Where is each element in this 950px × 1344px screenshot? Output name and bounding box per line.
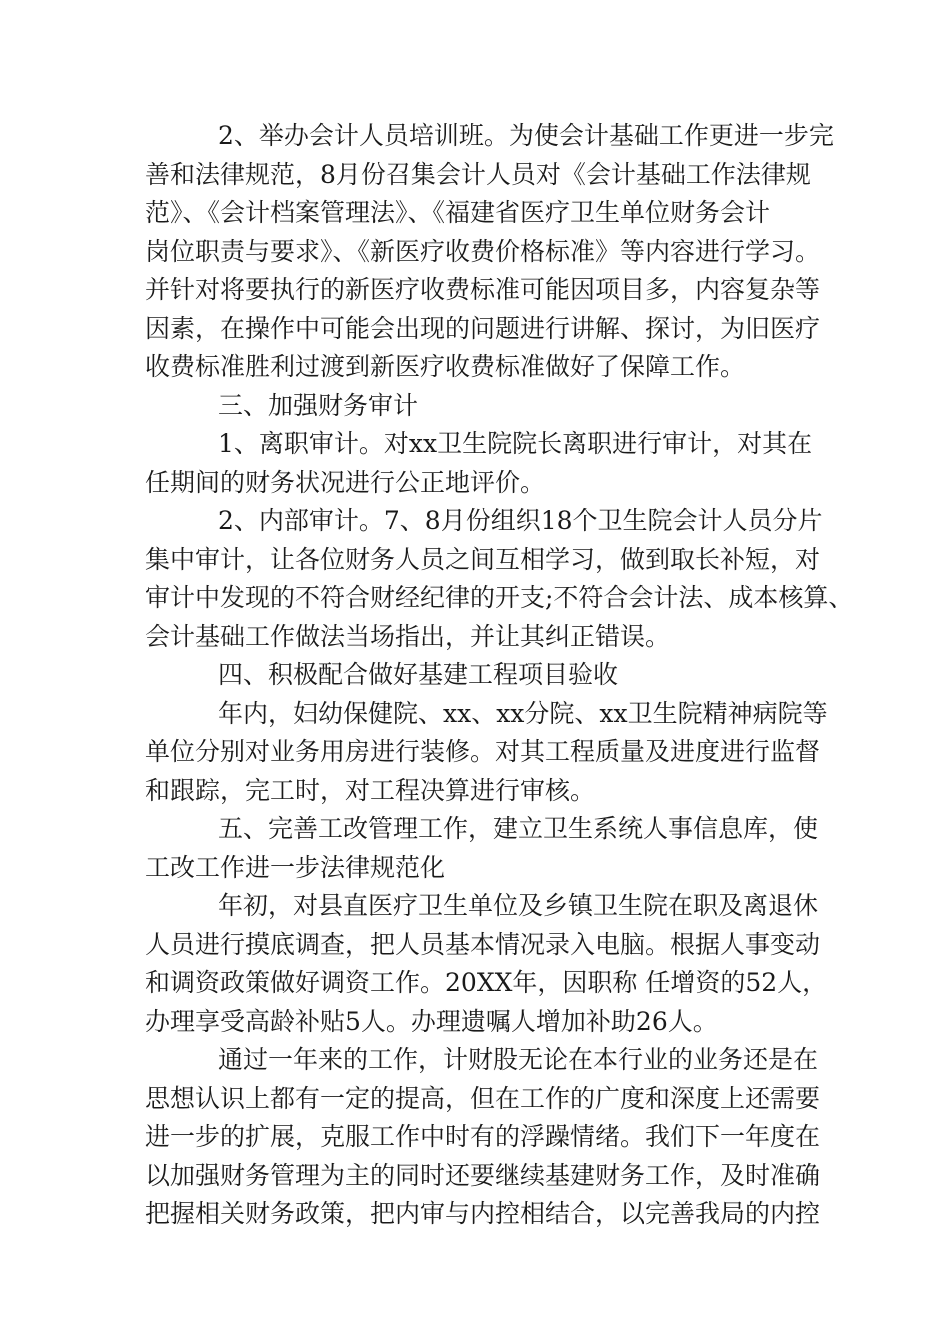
text-line: 把握相关财务政策，把内审与内控相结合，以完善我局的内控	[145, 1199, 821, 1228]
text-line: 人员进行摸底调查，把人员基本情况录入电脑。根据人事变动	[145, 929, 821, 959]
text-line: 和调资政策做好调资工作。20XX年，因职称 任增资的52人，	[145, 968, 828, 997]
text-line: 2、举办会计人员培训班。为使会计基础工作更进一步完	[218, 121, 834, 150]
text-line: 岗位职责与要求》、《新医疗收费价格标准》等内容进行学习。	[145, 236, 821, 266]
section-heading: 五、完善工改管理工作，建立卫生系统人事信息库，使	[218, 814, 819, 843]
text-line: 1、离职审计。对xx卫生院院长离职进行审计，对其在	[218, 429, 813, 458]
text-line: 审计中发现的不符合财经纪律的开支;不符合会计法、成本核算、	[145, 583, 854, 612]
text-line: 会计基础工作做法当场指出，并让其纠正错误。	[145, 621, 671, 651]
text-line: 以加强财务管理为主的同时还要继续基建财务工作，及时准确	[145, 1160, 821, 1190]
text-line: 善和法律规范，8月份召集会计人员对《会计基础工作法律规	[145, 159, 811, 189]
text-line: 因素，在操作中可能会出现的问题进行讲解、探讨，为旧医疗	[145, 313, 821, 343]
section-heading: 四、积极配合做好基建工程项目验收	[218, 660, 619, 689]
text-line: 收费标准胜利过渡到新医疗收费标准做好了保障工作。	[145, 352, 746, 381]
text-line: 进一步的扩展，克服工作中时有的浮躁情绪。我们下一年度在	[145, 1122, 821, 1151]
text-line: 2、内部审计。7、8月份组织18个卫生院会计人员分片	[218, 506, 823, 535]
text-line: 办理享受高龄补贴5人。办理遗嘱人增加补助26人。	[145, 1006, 718, 1036]
text-line: 和跟踪，完工时，对工程决算进行审核。	[145, 775, 596, 805]
text-line: 任期间的财务状况进行公正地评价。	[145, 467, 546, 497]
section-heading: 三、加强财务审计	[218, 390, 419, 420]
text-line: 年初，对县直医疗卫生单位及乡镇卫生院在职及离退休	[218, 891, 819, 920]
text-line: 范》、《会计档案管理法》、《福建省医疗卫生单位财务会计	[145, 198, 771, 227]
text-line: 集中审计，让各位财务人员之间互相学习，做到取长补短，对	[145, 544, 821, 574]
text-line: 思想认识上都有一定的提高，但在工作的广度和深度上还需要	[145, 1083, 821, 1113]
section-heading-continued: 工改工作进一步法律规范化	[145, 852, 446, 882]
text-line: 单位分别对业务用房进行装修。对其工程质量及进度进行监督	[145, 737, 821, 766]
text-line: 通过一年来的工作，计财股无论在本行业的业务还是在	[218, 1045, 819, 1074]
text-line: 年内，妇幼保健院、xx、xx分院、xx卫生院精神病院等	[218, 698, 828, 728]
text-line: 并针对将要执行的新医疗收费标准可能因项目多，内容复杂等	[145, 275, 821, 304]
document-body	[145, 117, 854, 1234]
